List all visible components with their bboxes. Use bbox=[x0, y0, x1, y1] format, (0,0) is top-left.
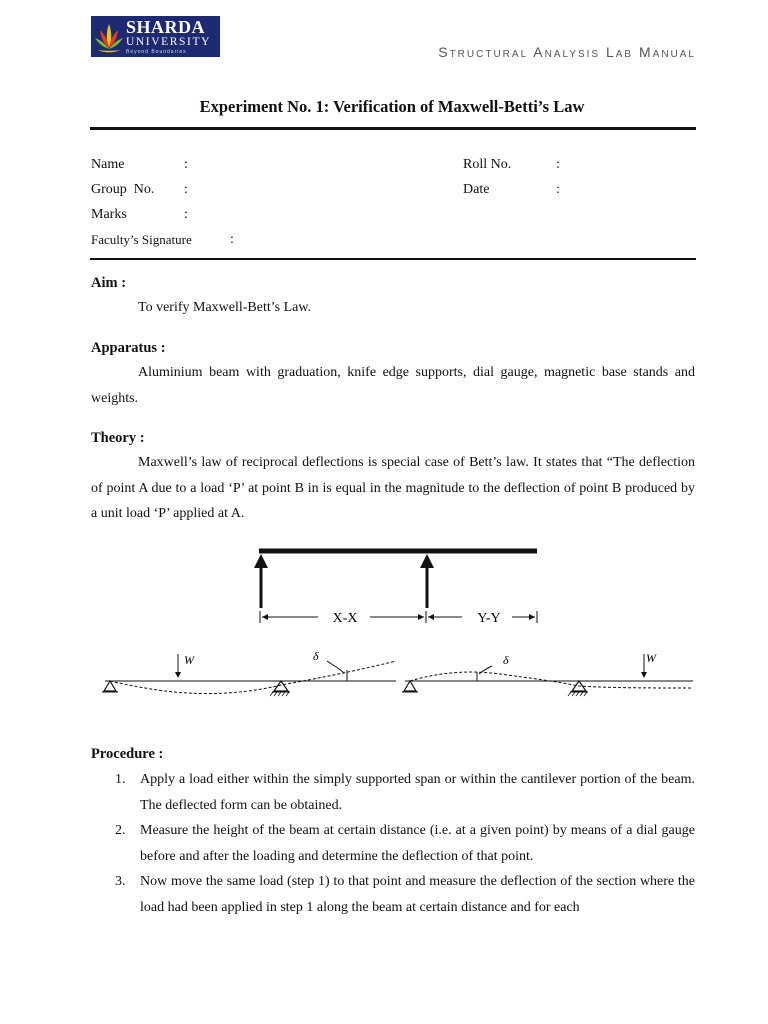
left-deflection-label: δ bbox=[313, 649, 319, 663]
fields-rule bbox=[90, 258, 696, 260]
reaction-arrow-left bbox=[254, 554, 268, 608]
right-deflection-label: δ bbox=[503, 653, 509, 667]
logo-wordmark bbox=[126, 18, 211, 56]
procedure-item-number: 3. bbox=[115, 874, 126, 889]
roll-no-label: Roll No. bbox=[463, 157, 512, 172]
date-colon: : bbox=[556, 182, 560, 197]
dim-label-x-x: X-X bbox=[332, 611, 358, 626]
procedure-item-text: Apply a load either within the simply supported span or within the cantilever portion of the beam. The deflected form can be obtained. bbox=[140, 772, 695, 813]
group-no-colon: : bbox=[184, 182, 188, 197]
reaction-arrow-right bbox=[420, 554, 434, 608]
logo-sub: UNIVERSITY bbox=[126, 35, 211, 48]
aim-heading: Aim : bbox=[91, 275, 127, 291]
lotus-flower-icon bbox=[93, 18, 125, 56]
marks-colon: : bbox=[184, 207, 188, 222]
name-label: Name bbox=[91, 157, 125, 172]
maxwell-betti-diagram bbox=[0, 530, 768, 720]
name-colon: : bbox=[184, 157, 188, 172]
title-rule bbox=[90, 127, 696, 130]
faculty-signature-colon: : bbox=[230, 232, 234, 247]
manual-title: Structural Analysis Lab Manual bbox=[438, 44, 696, 60]
procedure-item-number: 2. bbox=[115, 823, 126, 838]
procedure-heading: Procedure : bbox=[91, 746, 164, 762]
faculty-signature-label: Faculty’s Signature bbox=[91, 232, 192, 247]
procedure-item-number: 1. bbox=[115, 772, 126, 787]
theory-heading: Theory : bbox=[91, 430, 145, 446]
procedure-item-text: Now move the same load (step 1) to that point and measure the deflection of the section where the load had been applied in step 1 along the beam at certain distance and for each bbox=[140, 874, 695, 915]
aim-text: To verify Maxwell-Bett’s Law. bbox=[138, 300, 312, 315]
left-load-label: W bbox=[184, 653, 194, 667]
procedure-item bbox=[91, 767, 695, 818]
procedure-item bbox=[91, 818, 695, 869]
pin-support-icon bbox=[404, 681, 416, 691]
apparatus-heading: Apparatus : bbox=[91, 340, 166, 356]
marks-label: Marks bbox=[91, 207, 127, 222]
apparatus-text: Aluminium beam with graduation, knife edge supports, dial gauge, magnetic base stands and weights. bbox=[91, 365, 695, 406]
procedure-item-text: Measure the height of the beam at certain distance (i.e. at a given point) by means of a dial gauge before and after the loading and determine the deflection of that point. bbox=[140, 823, 695, 864]
procedure-list bbox=[91, 767, 695, 920]
right-load-label: W bbox=[646, 651, 656, 665]
left-beam-case bbox=[102, 654, 396, 696]
sharda-university-logo bbox=[91, 16, 220, 57]
group-no-label: Group No. bbox=[91, 182, 155, 197]
logo-tagline: Beyond Boundaries bbox=[126, 49, 187, 56]
roll-no-colon: : bbox=[556, 157, 560, 172]
experiment-title: Experiment No. 1: Verification of Maxwell-Betti’s Law bbox=[199, 97, 585, 116]
logo-name: SHARDA bbox=[126, 16, 206, 37]
procedure-item bbox=[91, 869, 695, 920]
dim-label-y-y: Y-Y bbox=[477, 611, 501, 626]
theory-text: Maxwell’s law of reciprocal deflections is special case of Bett’s law. It states that “The deflection of point A due to a load ‘P’ at point B in is equal in the magnitude to the deflection of point B produced by a unit load ‘P’ applied at A. bbox=[91, 455, 695, 521]
pin-support-icon bbox=[104, 681, 116, 691]
date-label: Date bbox=[463, 182, 490, 197]
